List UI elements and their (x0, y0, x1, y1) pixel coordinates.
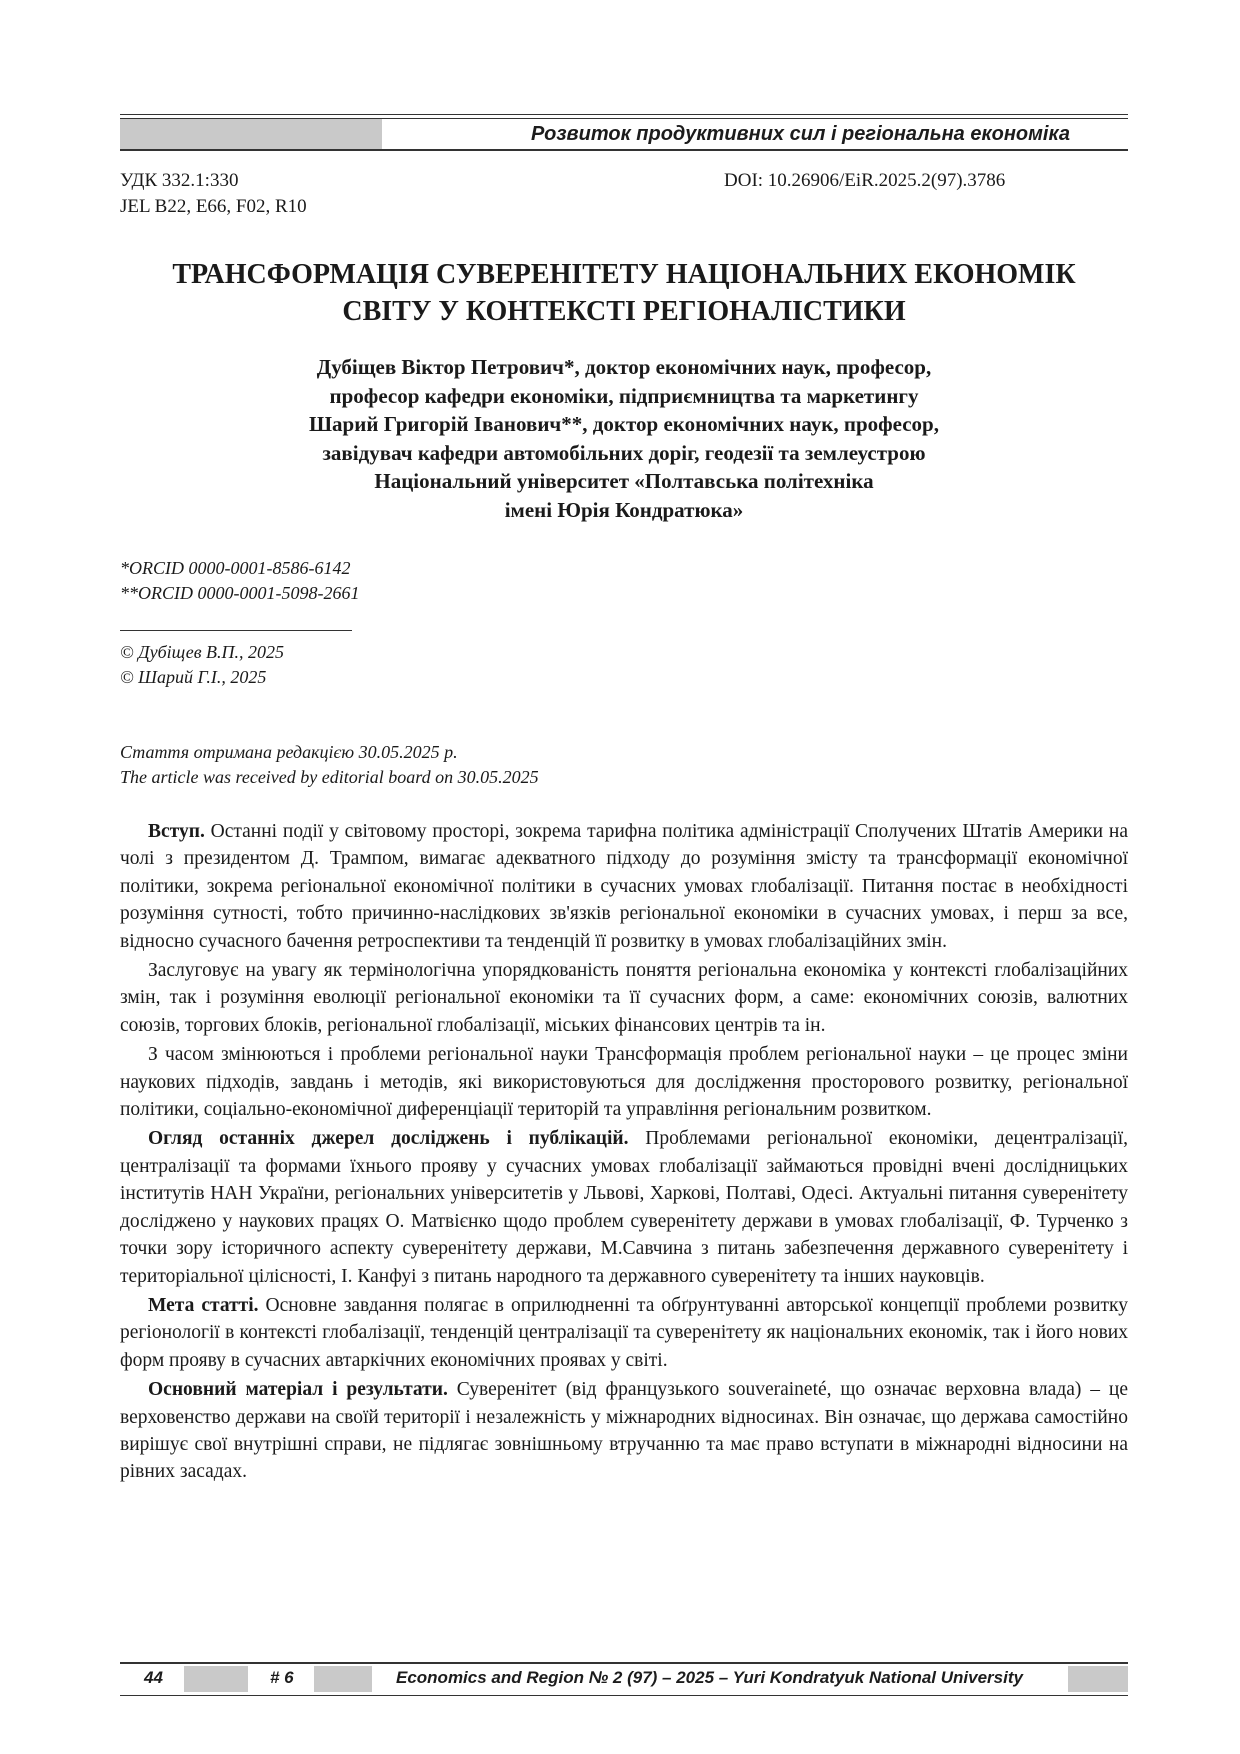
paragraph-3: З часом змінюються і проблеми регіональної науки Трансформація проблем регіональної науки – це процес зміни наукових підходів, завдань і методів, які використовуються для дослідження просторового розвитку, регіональної політики, соціально-економічної диференціації територій та управління регіональним розвитком. (120, 1044, 1128, 1121)
title-line-1: ТРАНСФОРМАЦІЯ СУВЕРЕНІТЕТУ НАЦІОНАЛЬНИХ ЕКОНОМІК (172, 259, 1076, 290)
running-footer (120, 1662, 1128, 1700)
page-number: 44 (144, 1668, 163, 1687)
issue-number: # 6 (270, 1668, 294, 1687)
author-line-5: Національний університет «Полтавська політехніка (374, 469, 874, 493)
review-label: Огляд останніх джерел досліджень і публікацій. (148, 1128, 629, 1150)
header-gray-block (120, 119, 382, 149)
author-line-3: Шарий Григорій Іванович**, доктор економічних наук, професор, (309, 412, 939, 436)
main-label: Основний матеріал і результати. (148, 1379, 448, 1401)
received-en: The article was received by editorial board on 30.05.2025 (120, 767, 539, 787)
title-line-2: СВІТУ У КОНТЕКСТІ РЕГІОНАЛІСТИКИ (342, 296, 906, 327)
udc-code: УДК 332.1:330 (120, 170, 239, 191)
intro-label: Вступ. (148, 821, 205, 842)
copyright-first: © Дубіщев В.П., 2025 (120, 642, 285, 662)
copyright-block (120, 640, 284, 690)
article-title (120, 256, 1128, 330)
header-rule-top (120, 114, 1128, 115)
author-line-6: імені Юрія Кондратюка» (504, 497, 744, 522)
paragraph-goal (120, 1292, 1128, 1374)
main-text: Суверенітет (від французького souveraineté, що означає верховна влада) – це верховенство держави на своїй території і незалежність у міжнародних відносинах. Він означає, що держава самостійно вирішує свої внутрішні справи, не підлягає зовнішньому втручанню та має право вступати в міжнародні відносини на рівних засадах. (120, 1379, 1128, 1483)
copyright-second: © Шарий Г.І., 2025 (120, 667, 267, 687)
received-block (120, 740, 539, 790)
footer-rule-bottom (120, 1695, 1128, 1696)
authors-block (120, 353, 1128, 524)
journal-section-title: Розвиток продуктивних сил і регіональна економіка (531, 123, 1070, 145)
journal-footer-title: Economics and Region № 2 (97) – 2025 – Yuri Kondratyuk National University (396, 1668, 1023, 1687)
author-line-4: завідувач кафедри автомобільних доріг, геодезії та землеустрою (322, 440, 926, 465)
intro-text: Останні події у світовому просторі, зокрема тарифна політика адміністрації Сполучених Штатів Америки на чолі з президентом Д. Трампом, вимагає адекватного підходу до розуміння змісту та трансформації економічної політики, зокрема регіональної економічної політики в сучасних умовах глобалізації. Питання постає в необхідності розуміння сутності, тобто причинно-наслідкових зв'язків регіональної економіки в сучасних умовах, і перш за все, відносно сучасного бачення ретроспективи та тенденцій її розвитку в умовах глобалізаційних змін. (120, 821, 1128, 952)
header-band (120, 119, 1128, 149)
orcid-second: **ORCID 0000-0001-5098-2661 (120, 583, 360, 603)
orcid-block (120, 556, 359, 606)
review-text: Проблемами регіональної економіки, децентралізації, централізації та формами їхнього прояву у сучасних умовах глобалізації займаються провідні вчені дослідницьких інститутів НАН України, регіональних університетів у Львові, Харкові, Полтаві, Одесі. Актуальні питання суверенітету досліджено у наукових працях О. Матвієнко щодо проблем суверенітету держави в умовах глобалізації, Ф. Турченко з точки зору історичного аспекту суверенітету держави, М.Савчина з питань забезпечення державного суверенітету і територіальної цілісності, І. Канфуі з питань народного та державного суверенітету та інших науковців. (120, 1128, 1128, 1287)
header-rule-bottom (120, 149, 1128, 151)
author-line-2: професор кафедри економіки, підприємництва та маркетингу (329, 383, 919, 408)
goal-label: Мета статті. (148, 1294, 259, 1316)
separator-line (120, 630, 352, 631)
paragraph-intro (120, 818, 1128, 955)
footer-rule-top (120, 1662, 1128, 1664)
paragraph-review (120, 1125, 1128, 1289)
running-header (120, 114, 1128, 151)
paragraph-2: Заслуговує на увагу як термінологічна упорядкованість поняття регіональна економіка у контексті глобалізаційних змін, так і розуміння еволюції регіональної економіки та її сучасних форм, а саме: економічних союзів, валютних союзів, торгових блоків, регіональної глобалізації, міських фінансових центрів та ін. (120, 960, 1128, 1036)
classification-codes (120, 168, 307, 220)
orcid-first: *ORCID 0000-0001-8586-6142 (120, 558, 351, 578)
author-line-1: Дубіщев Віктор Петрович*, доктор економічних наук, професор, (316, 355, 932, 379)
received-ua: Стаття отримана редакцією 30.05.2025 р. (120, 742, 458, 762)
jel-code: JEL B22, E66, F02, R10 (120, 196, 307, 217)
goal-text: Основне завдання полягає в оприлюдненні та обґрунтуванні авторської концепції проблеми розвитку регіонології в контексті глобалізації, тенденцій централізації та суверенітету як національних економік, так і його нових форм прояву в сучасних автаркічних економічних проявах у світі. (120, 1294, 1128, 1371)
doi: DOI: 10.26906/EiR.2025.2(97).3786 (724, 170, 1006, 191)
paragraph-main (120, 1376, 1128, 1486)
article-body (120, 818, 1128, 1486)
